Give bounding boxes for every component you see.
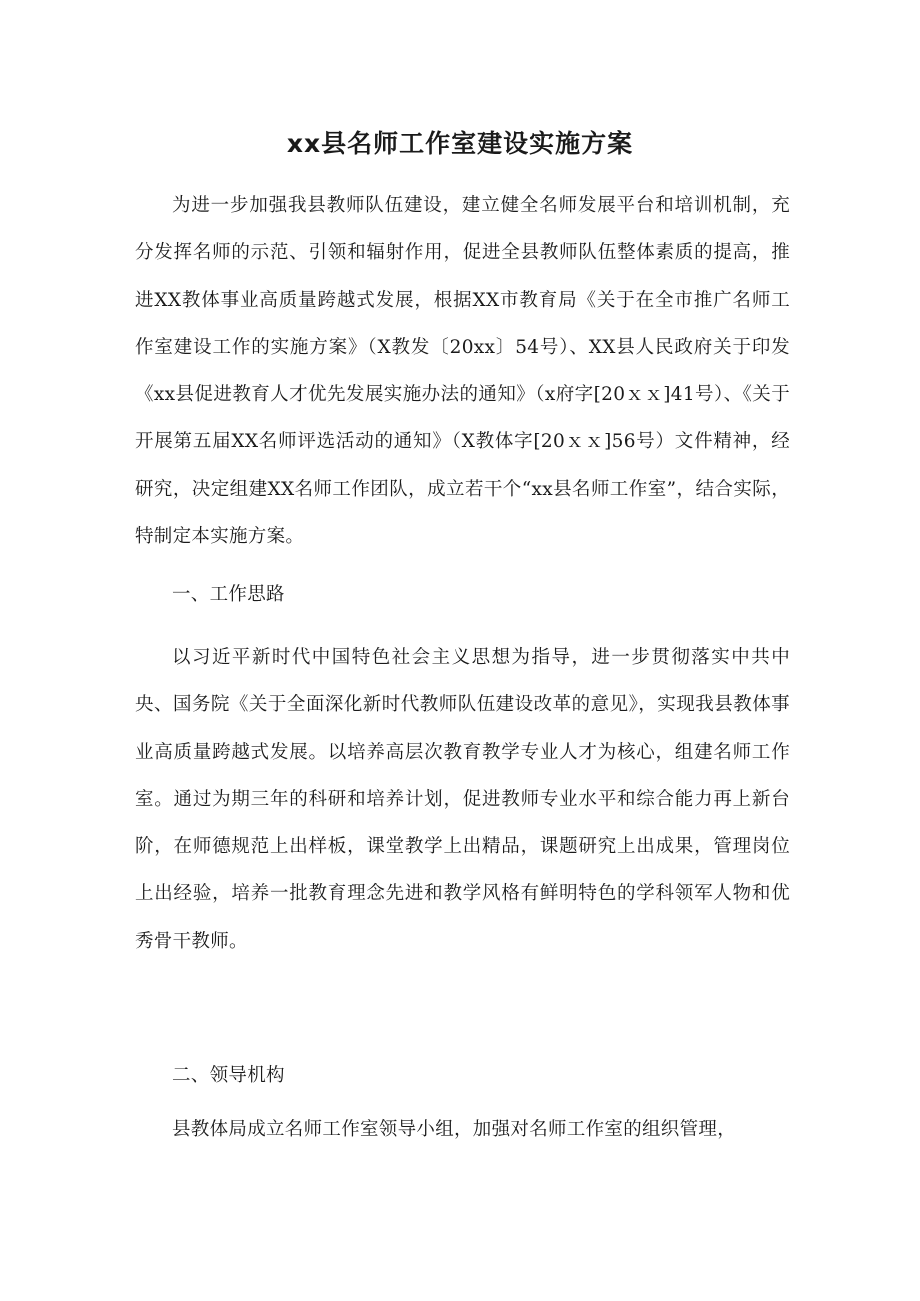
- section-body-work-approach: 以习近平新时代中国特色社会主义思想为指导，进一步贯彻落实中共中央、国务院《关于全面深化新时代教师队伍建设改革的意见》，实现我县教体事业高质量跨越式发展。以培养高层次教育教学专业人才为核心，组建名师工作室。通过为期三年的科研和培养计划，促进教师专业水平和综合能力再上新台阶，在师德规范上出样板，课堂教学上出精品，课题研究上出成果，管理岗位上出经验，培养一批教育理念先进和教学风格有鲜明特色的学科领军人物和优秀骨干教师。: [135, 647, 790, 952]
- section-heading-leadership: 二、领导机构: [172, 1065, 285, 1086]
- intro-paragraph: 为进一步加强我县教师队伍建设，建立健全名师发展平台和培训机制，充分发挥名师的示范、引领和辐射作用，促进全县教师队伍整体素质的提高，推进XX教体事业高质量跨越式发展，根据XX市教育局《关于在全市推广名师工作室建设工作的实施方案》（X教发〔20xx〕54号）、XX县人民政府关于印发《xx县促进教育人才优先发展实施办法的通知》（x府字[20ｘｘ]41号）、《关于开展第五届XX名师评选活动的通知》（X教体字[20ｘｘ]56号）文件精神，经研究，决定组建XX名师工作团队，成立若干个“xx县名师工作室”，结合实际，特制定本实施方案。: [135, 195, 790, 548]
- document-title: xx县名师工作室建设实施方案: [286, 129, 634, 158]
- section-heading-work-approach: 一、工作思路: [172, 584, 285, 605]
- section-body-leadership: 县教体局成立名师工作室领导小组，加强对名师工作室的组织管理，: [172, 1119, 737, 1140]
